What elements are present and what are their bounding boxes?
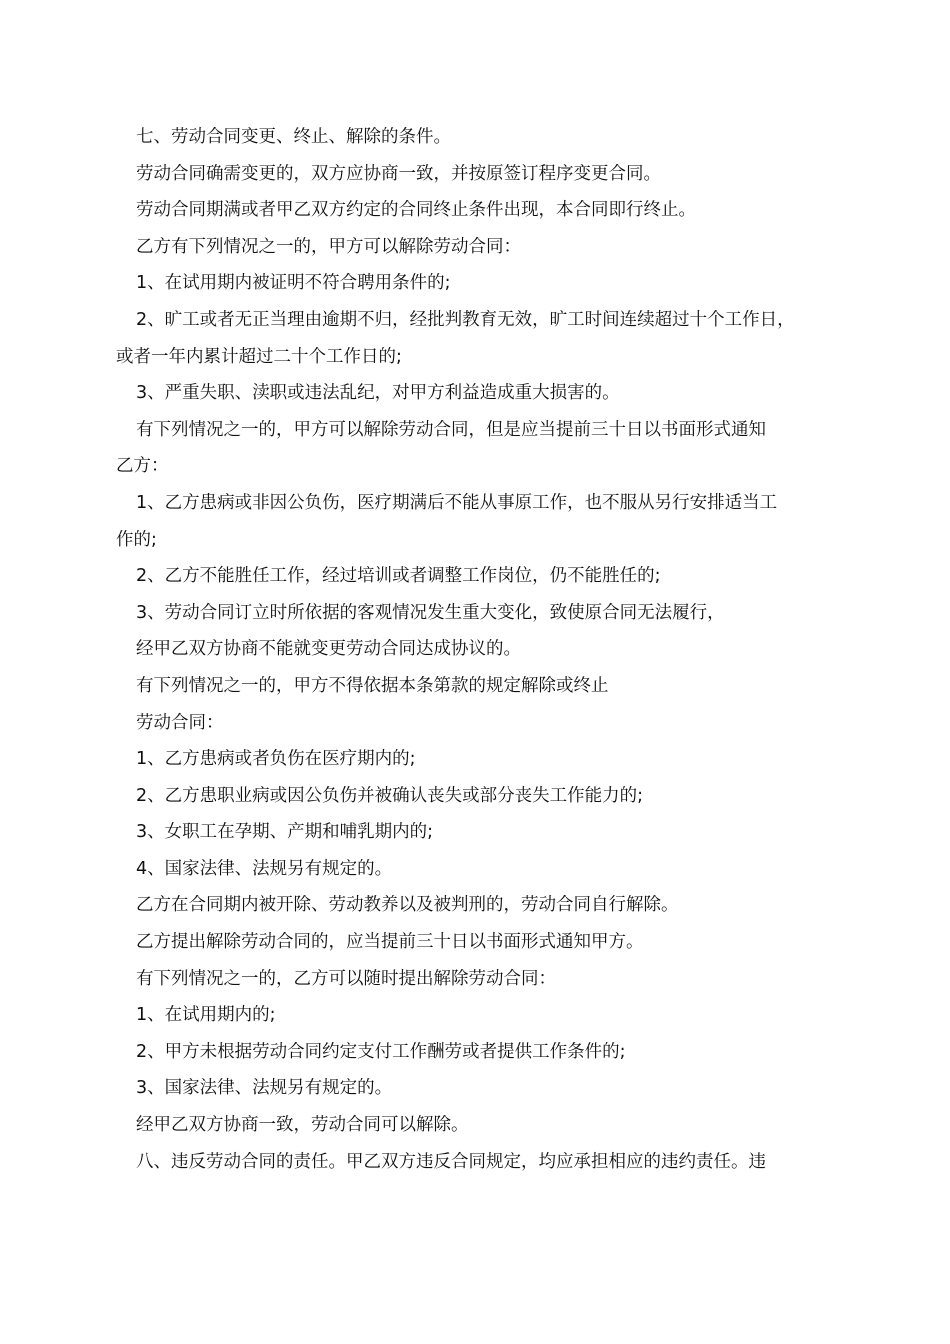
doc-line: 2、乙方患职业病或因公负伤并被确认丧失或部分丧失工作能力的; (136, 785, 644, 806)
doc-line: 乙方有下列情况之一的，甲方可以解除劳动合同： (136, 236, 521, 257)
doc-line: 乙方在合同期内被开除、劳动教养以及被判刑的，劳动合同自行解除。 (136, 895, 679, 916)
doc-line: 1、在试用期内被证明不符合聘用条件的; (136, 273, 451, 294)
doc-line: 4、国家法律、法规另有规定的。 (136, 858, 393, 879)
doc-line: 1、乙方患病或非因公负伤，医疗期满后不能从事原工作，也不服从另行安排适当工 (136, 492, 778, 513)
doc-line: 劳动合同： (136, 712, 224, 733)
doc-line: 作的; (116, 529, 157, 550)
document-body (116, 119, 846, 1180)
doc-line: 2、甲方未根据劳动合同约定支付工作酬劳或者提供工作条件的; (136, 1041, 626, 1062)
doc-line: 劳动合同期满或者甲乙双方约定的合同终止条件出现，本合同即行终止。 (136, 200, 696, 221)
doc-line: 1、乙方患病或者负伤在医疗期内的; (136, 749, 416, 770)
doc-line: 劳动合同确需变更的，双方应协商一致，并按原签订程序变更合同。 (136, 163, 661, 184)
doc-line: 有下列情况之一的，乙方可以随时提出解除劳动合同： (136, 968, 556, 989)
doc-line: 3、严重失职、渎职或违法乱纪，对甲方利益造成重大损害的。 (136, 383, 620, 404)
doc-line: 经甲乙双方协商一致，劳动合同可以解除。 (136, 1115, 469, 1136)
doc-line: 或者一年内累计超过二十个工作日的; (116, 346, 402, 367)
doc-line: 3、国家法律、法规另有规定的。 (136, 1078, 393, 1099)
doc-line: 2、乙方不能胜任工作，经过培训或者调整工作岗位，仍不能胜任的; (136, 566, 661, 587)
doc-line: 有下列情况之一的，甲方不得依据本条第款的规定解除或终止 (136, 675, 609, 696)
doc-line: 乙方： (116, 456, 169, 477)
doc-line: 3、女职工在孕期、产期和哺乳期内的; (136, 822, 434, 843)
doc-line: 七、劳动合同变更、终止、解除的条件。 (136, 127, 451, 147)
doc-line: 乙方提出解除劳动合同的，应当提前三十日以书面形式通知甲方。 (136, 932, 644, 953)
doc-line: 1、在试用期内的; (136, 1005, 276, 1026)
doc-line: 3、劳动合同订立时所依据的客观情况发生重大变化，致使原合同无法履行， (136, 602, 725, 623)
doc-line: 2、旷工或者无正当理由逾期不归，经批判教育无效，旷工时间连续超过十个工作日， (136, 309, 795, 330)
doc-line: 经甲乙双方协商不能就变更劳动合同达成协议的。 (136, 639, 521, 660)
doc-line: 八、违反劳动合同的责任。甲乙双方违反合同规定，均应承担相应的违约责任。违 (136, 1151, 766, 1172)
doc-line: 有下列情况之一的，甲方可以解除劳动合同，但是应当提前三十日以书面形式通知 (136, 419, 766, 440)
